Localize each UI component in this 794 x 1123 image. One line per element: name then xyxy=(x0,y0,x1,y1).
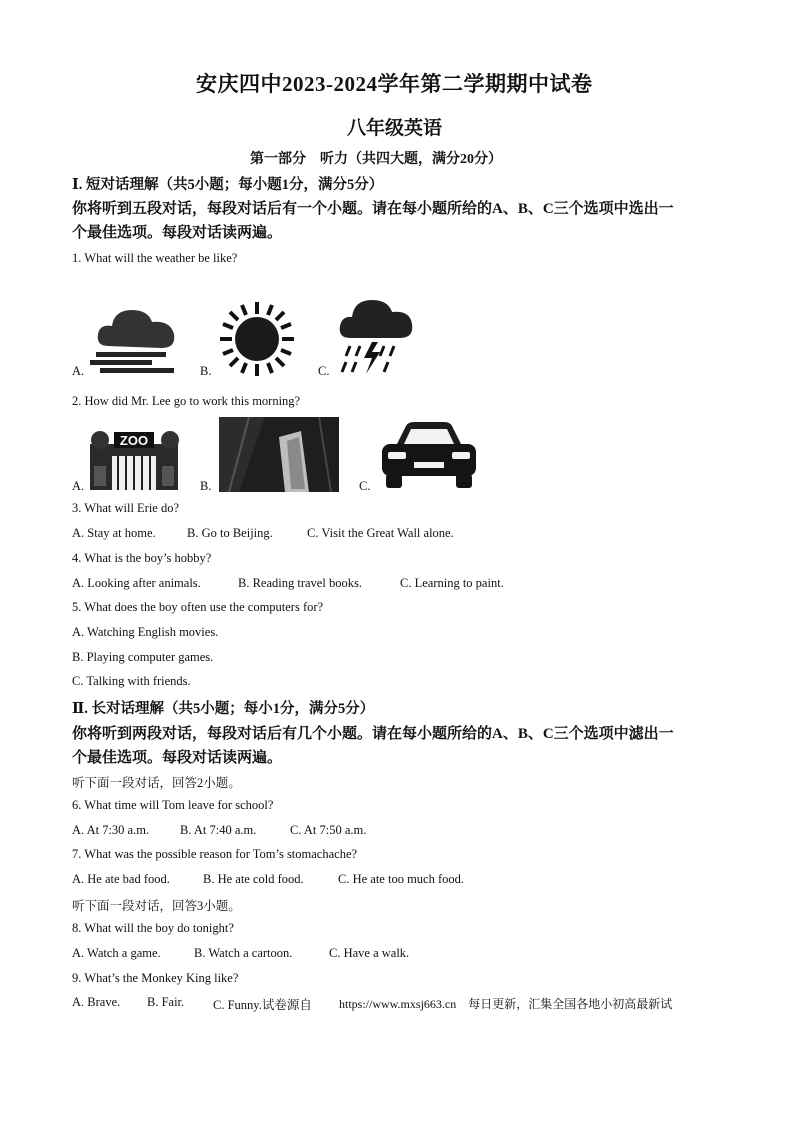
q1-option-a-label: A. xyxy=(72,364,85,378)
zoo-icon xyxy=(86,426,182,492)
section-1-instruction: 你将听到五段对话，每段对话后有一个小题。请在每小题所给的A、B、C三个选项中选出一 xyxy=(72,201,674,217)
q2-option-c-label: C. xyxy=(359,479,371,493)
q2-option-a-label: A. xyxy=(72,479,85,493)
part-heading: 第一部分 听力（共四大题，满分20分） xyxy=(250,152,502,167)
q3-option-b: B. Go to Beijing. xyxy=(187,526,273,540)
q4-option-c: C. Learning to paint. xyxy=(400,576,504,590)
question-3: 3. What will Erie do? xyxy=(72,501,180,515)
question-9: 9. What’s the Monkey King like? xyxy=(72,971,239,985)
section-2-heading: Ⅱ. 长对话理解（共5小题；每小1分，满分5分） xyxy=(72,701,375,717)
section-2-instruction-cont: 个最佳选项。每段对话读两遍。 xyxy=(72,750,283,766)
question-8: 8. What will the boy do tonight? xyxy=(72,921,234,935)
q4-option-b: B. Reading travel books. xyxy=(238,576,362,590)
q3-option-c: C. Visit the Great Wall alone. xyxy=(307,526,454,540)
q1-option-c-label: C. xyxy=(318,364,330,378)
section-2-instruction: 你将听到两段对话，每段对话后有几个小题。请在每小题所给的A、B、C三个选项中滤出一 xyxy=(72,726,674,742)
q5-option-c: C. Talking with friends. xyxy=(72,674,191,688)
page-subtitle: 八年级英语 xyxy=(347,118,443,139)
question-7: 7. What was the possible reason for Tom’s stomachache? xyxy=(72,847,358,861)
q3-option-a: A. Stay at home. xyxy=(72,526,156,540)
q7-option-c: C. He ate too much food. xyxy=(338,872,465,886)
question-5: 5. What does the boy often use the computers for? xyxy=(72,600,324,614)
q6-option-b: B. At 7:40 a.m. xyxy=(180,823,257,837)
q6-option-c: C. At 7:50 a.m. xyxy=(290,823,367,837)
question-6: 6. What time will Tom leave for school? xyxy=(72,798,274,812)
dialogue-2-lead: 听下面一段对话，回答3小题。 xyxy=(72,899,241,913)
source-footer: https://www.mxsj663.cn 每日更新，汇集全国各地小初高最新试 xyxy=(339,997,673,1011)
question-4: 4. What is the boy’s hobby? xyxy=(72,551,212,565)
q6-option-a: A. At 7:30 a.m. xyxy=(72,823,150,837)
section-1-instruction-cont: 个最佳选项。每段对话读两遍。 xyxy=(72,225,283,241)
q9-option-a: A. Brave. xyxy=(72,995,121,1009)
q8-option-b: B. Watch a cartoon. xyxy=(194,946,293,960)
q9-option-c: C. Funny.试卷源自 xyxy=(213,998,312,1012)
dialogue-1-lead: 听下面一段对话，回答2小题。 xyxy=(72,776,241,790)
q9-option-b: B. Fair. xyxy=(147,995,185,1009)
q5-option-a: A. Watching English movies. xyxy=(72,625,219,639)
subway-photo xyxy=(219,417,339,492)
car-icon xyxy=(378,420,480,492)
q7-option-a: A. He ate bad food. xyxy=(72,872,170,886)
q5-option-b: B. Playing computer games. xyxy=(72,650,214,664)
q4-option-a: A. Looking after animals. xyxy=(72,576,201,590)
q1-option-b-label: B. xyxy=(200,364,212,378)
rain-cloud-icon xyxy=(336,292,416,376)
question-2: 2. How did Mr. Lee go to work this morning? xyxy=(72,394,301,408)
q2-option-b-label: B. xyxy=(200,479,212,493)
q8-option-c: C. Have a walk. xyxy=(329,946,410,960)
section-1-heading: Ⅰ. 短对话理解（共5小题；每小题1分，满分5分） xyxy=(72,177,384,193)
q7-option-b: B. He ate cold food. xyxy=(203,872,304,886)
cloud-fog-icon xyxy=(90,302,182,378)
q8-option-a: A. Watch a game. xyxy=(72,946,161,960)
sun-icon xyxy=(218,300,296,378)
page-title: 安庆四中2023-2024学年第二学期期中试卷 xyxy=(196,72,593,96)
zoo-sign-text: ZOO xyxy=(119,433,149,448)
question-1: 1. What will the weather be like? xyxy=(72,251,238,265)
